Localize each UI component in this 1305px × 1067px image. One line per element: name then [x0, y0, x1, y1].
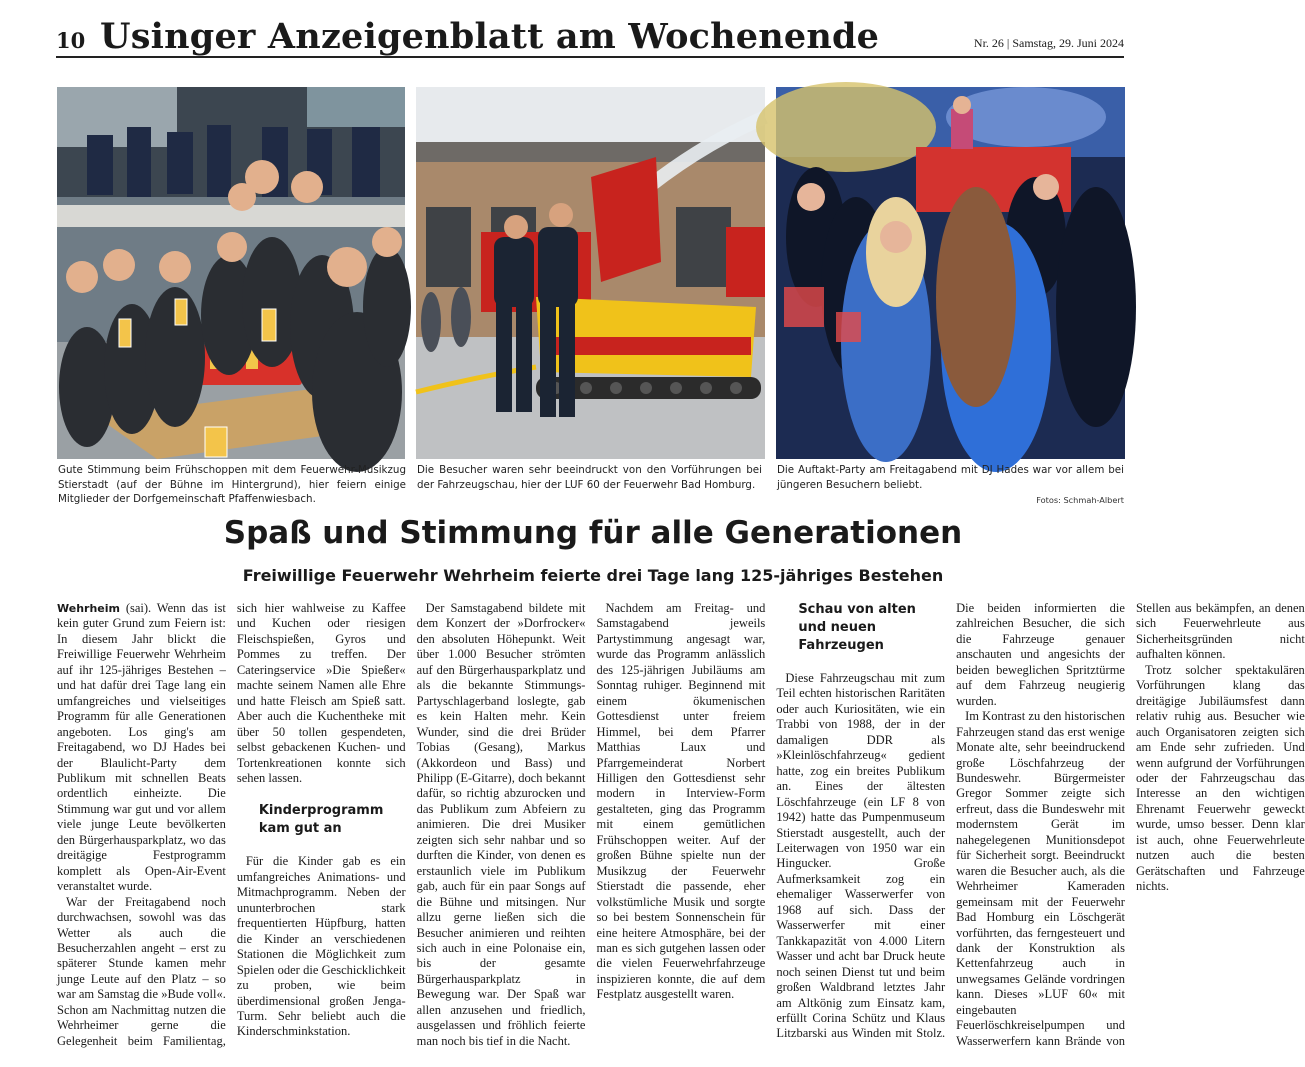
body-paragraph: War der Freitagabend noch durchwachsen, sowohl was das Wetter als auch die Besucherzahlen angeht – erst zu späterer Stunde kamen mehr junge Leute auf den Platz – so war am Samstag die »Bude voll«. Schon am Nachmittag nutzen die Wehrheimer gerne die Gelegenheit beim Familientag, sich hier wahlweise zu Kaffee und Kuchen oder riesigen Fleischspießen, Gyros und Pommes zu treffen. Der Cateringservice »Die Spießer« machte seinem Namen alle Ehre und hatte Fleisch am Spieß satt. Aber auch die Kuchentheke mit über 50 tollen gespendeten, selbst gebackenen Kuchen- und Tortenkreationen konnte sich sehen lassen.	[57, 601, 406, 1048]
photo-caption-3: Die Auftakt-Party am Freitagabend mit DJ Hades war vor allem bei jüngeren Besuchern beliebt.	[777, 464, 1124, 491]
body-paragraph: Nachdem am Freitag- und Samstagabend jeweils Partystimmung angesagt war, wurde das Programm anlässlich des 125-jährigen Jubiläums am Sonntag ruhiger. Beginnend mit einem ökumenischen Gottesdienst unter freiem Himmel, bei dem Pfarrer Matthias Laux und Pfarrgemeinderat Norbert Hilligen den Gottesdienst sehr modern in Interview-Form gestalteten, ging das Programm mit einem gemütlichen Frühschoppen weiter. Auf der großen Bühne spielte nun der Musikzug der Feuerwehr Stierstadt die passende, eher volkstümliche Musik und sorgte so bei bestem Sonnenschein für eine heitere Atmosphäre, bei der man es sich gutgehen lassen oder die vielen Feuerwehrfahrzeuge inspizieren konnte, die auf dem Festplatz ausgestellt waren.	[596, 601, 766, 1002]
photo-fruehschoppen	[57, 87, 405, 459]
photo-party	[776, 87, 1125, 459]
body-paragraph: Für die Kinder gab es ein umfangreiches Animations- und Mitmachprogramm. Neben der ununterbrochen stark frequentierten Hüpfburg, hatten die Kinder an verschiedenen Stationen die Möglichkeit zum Spielen oder die Geschicklichkeit zu proben, wie beim überdimensional großen Jenga-Turm. Sehr beliebt auch die Kinderschminkstation.	[236, 854, 406, 1039]
issue-info: Nr. 26 | Samstag, 29. Juni 2024	[973, 36, 1124, 50]
section-heading-kinderprogramm: Kinderprogramm kam gut an	[258, 803, 384, 837]
photo-credit: Fotos: Schmah-Albert	[1036, 495, 1124, 505]
masthead	[56, 14, 1124, 58]
article-headline: Spaß und Stimmung für alle Generationen	[223, 515, 963, 551]
photo-fahrzeugschau	[416, 87, 765, 459]
body-paragraph: Trotz solcher spektakulären Vorführungen klang das dreitägige Jubiläumsfest dann relativ ruhig aus. Besucher wie auch Organisatoren zeigten sich am Ende sehr zufrieden. Und wenn aufgrund der Vorführungen oder der Fahrzeugschau das Interesse an den wichtigen Ehrenamt Feuerwehr geweckt wurde, umso besser. Denn klar ist auch, ohne Feuerwehrleute nutzen auch die besten Gerätschaften und Fahrzeuge nichts.	[1135, 662, 1305, 894]
newspaper-title: Usinger Anzeigenblatt am Wochenende	[100, 16, 880, 57]
intro-text: (sai). Wenn das ist kein guter Grund zum Feiern ist: In diesem Jahr blickt die Freiwillige Feuerwehr Wehrheim auf ihr 125-jähriges Bestehen – und hat dafür drei Tage lang ein umfangreiches und vielseitiges Programm für alle Generationen angeboten. Los ging's am Freitagabend, wo DJ Hades bei der Blaulicht-Party dem Publikum mit schnellen Beats ordentlich einheizte. Die Stimmung war gut und vor allem viele junge Leute bevölkerten den Bürgerhausparkplatz, wo das dreitägige Festprogramm komplett als Open-Air-Event veranstaltet wurde.	[57, 601, 226, 894]
body-paragraph: Diese Fahrzeugschau mit zum Teil echten historischen Raritäten oder auch Kuriositäten, wie ein Trabbi von 1988, der in der damaligen DDR als »Kleinlöschfahrzeug« gedient hatte, zog ein breites Publikum an. Eines der ältesten Löschfahrzeuge (ein LF 8 von 1942) hatte das Pumpenmuseum Stierstadt ausgestellt, auch der Leiterwagen von 1950 war ein Hingucker. Große Aufmerksamkeit zog ein ehemaliger Wasserwerfer von 1968 auf sich. Dass der Wasserwerfer mit einer Tankkapazität von 4.000 Litern Wasser und acht bar Druck heute noch seinen Dienst tut und beim großen Waldbrand letztes Jahr am Altkönig zum Einsatz kam, erfüllt Corina Schütz und Klaus Litzbarski aus Winden mit Stolz. Die beiden informierten die zahlreichen Besucher, die sich die Fahrzeuge genauer anschauten und angesichts der beiden beweglichen Spritztürme auf dem Fahrzeug neugierig wurden.	[776, 601, 1125, 1041]
photo-caption-1: Gute Stimmung beim Frühschoppen mit dem Feuerwehr-Musikzug Stierstadt (auf der Bühne im Hintergrund), hier feiern einige Mitglieder der Dorfgemeinschaft Pfaffenwiesbach.	[58, 464, 406, 505]
body-paragraph: Im Kontrast zu den historischen Fahrzeugen stand das erst wenige Monate alte, sehr beeindruckend große Löschfahrzeug der Bundeswehr. Bürgermeister Gregor Sommer zeigte sich erfreut, dass die Bundeswehr mit modernstem Gerät im nahegelegenen Munitionsdepot für Sicherheit sorgt. Beeindruckt waren die Besucher auch, als die Wehrheimer Kameraden gemeinsam mit der Feuerwehr Bad Homburg ein Löschgerät vorführten, das ferngesteuert und dank der Konstruktion als Kettenfahrzeug auch in unwegsames Gelände vordringen kann. Dieses »LUF 60« mit eingebauten Feuerlöschkreiselpumpen und Wasserwerfern kann Brände von Stellen aus bekämpfen, an denen sich Feuerwehrleute aus Sicherheitsgründen nicht aufhalten können.	[956, 601, 1305, 1048]
article-intro	[57, 601, 226, 895]
dateline: Wehrheim	[57, 602, 120, 615]
page-number: 10	[56, 28, 86, 53]
section-heading-fahrzeugschau: Schau von alten und neuen Fahrzeugen	[798, 602, 916, 653]
body-paragraph: Der Samstagabend bildete mit dem Konzert der »Dorfrocker« den absoluten Höhepunkt. Weit über 1.000 Besucher strömten auf den Bürgerhausparkplatz und als die bekannte Stimmungs-Partyschlagerband loslegte, gab es kein Halten mehr. Kein Wunder, sind die drei Brüder Tobias (Gesang), Markus (Akkordeon und Bass) und Philipp (E-Gitarre), doch bekannt dafür, so richtig abzurocken und das Publikum zum Abfeiern zu animieren. Die drei Musiker zeigten sich sehr nahbar und so durften die Kinder, von denen es erstaunlich viele im Publikum gab, auch für ein paar Songs auf die Bühne und mitsingen. Nur allzu gerne ließen sich die Besucher animieren und reihten sich auch in eine Polonaise ein, bis der gesamte Bürgerhausparkplatz in Bewegung war. Der Spaß war allen anzusehen und friedlich, ausgelassen und fröhlich feierte man noch bis tief in die Nacht.	[416, 601, 586, 1048]
article-subheadline: Freiwillige Feuerwehr Wehrheim feierte drei Tage lang 125-jähriges Bestehen	[242, 566, 944, 585]
article-body	[57, 601, 1305, 1056]
photo-caption-2: Die Besucher waren sehr beeindruckt von den Vorführungen bei der Fahrzeugschau, hier der LUF 60 der Feuerwehr Bad Homburg.	[417, 464, 762, 491]
